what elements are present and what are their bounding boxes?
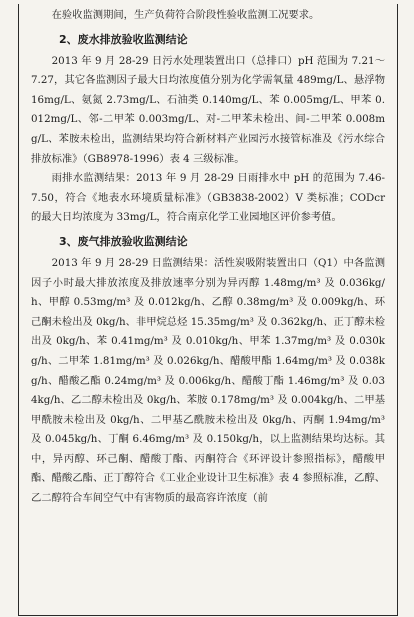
document-frame (18, 4, 398, 616)
intro-paragraph: 在验收监测期间，生产负荷符合阶段性验收监测工况要求。 (51, 9, 320, 21)
section-2-paragraph-2: 雨排水监测结果：2013 年 9 月 28-29 日雨排水中 pH 的范围为 7.46-7.50，符合《地表水环境质量标准》（GB3838-2002）V 类标准；CODcr 的最大日均浓度为 33mg/L，符合南京化学工业园地区评价参考值。 (31, 172, 385, 224)
section-2-paragraph-1: 2013 年 9 月 28-29 日污水处理装置出口（总排口）pH 范围为 7.21～7.27，其它各监测因子最大日均浓度值分别为化学需氧量 489mg/L、悬浮物 16mg/L、氨氮 2.73mg/L、石油类 0.140mg/L、苯 0.005mg/L、甲苯 0.012mg/L、邻-二甲苯 0.003mg/L、对-二甲苯未检出、间-二甲苯 0.008mg/L、苯胺未检出，监测结果均符合新材料产业园污水接管标准及《污水综合排放标准》（GB8978-1996）表 4 三级标准。 (31, 54, 385, 165)
section-3-heading: 3、废气排放验收监测结论 (59, 234, 188, 248)
section-3-paragraph-1: 2013 年 9 月 28-29 日监测结果：活性炭吸附装置出口（Q1）中各监测因子小时最大排放浓度及排放速率分别为异丙醇 1.48mg/m³ 及 0.036kg/h、甲醇 0.53mg/m³ 及 0.012kg/h、乙醇 0.38mg/m³ 及 0.009kg/h、环己酮未检出及 0kg/h、非甲烷总烃 15.35mg/m³ 及 0.362kg/h、正丁醇未检出及 0kg/h、苯 0.41mg/m³ 及 0.010kg/h、甲苯 1.37mg/m³ 及 0.030kg/h、二甲苯 1.81mg/m³ 及 0.026kg/h、醋酸甲酯 1.64mg/m³ 及 0.038kg/h、醋酸乙酯 0.24mg/m³ 及 0.006kg/h、醋酸丁酯 1.46mg/m³ 及 0.034kg/h、乙二醇未检出及 0kg/h、苯胺 0.178mg/m³ 及 0.004kg/h、二甲基甲酰胺未检出及 0kg/h、二甲基乙酰胺未检出及 0kg/h、丙酮 1.94mg/m³ 及 0.045kg/h、丁酮 6.46mg/m³ 及 0.150kg/h，以上监测结果均达标。其中，异丙醇、环己酮、醋酸丁酯、丙酮符合《环评设计参照指标》，醋酸甲酯、醋酸乙酯、正丁醇符合《工业企业设计卫生标准》表 4 参照标准，乙醇、乙二醇符合车间空气中有害物质的最高容许浓度（前 (31, 256, 385, 505)
section-2-heading: 2、废水排放验收监测结论 (59, 32, 188, 46)
